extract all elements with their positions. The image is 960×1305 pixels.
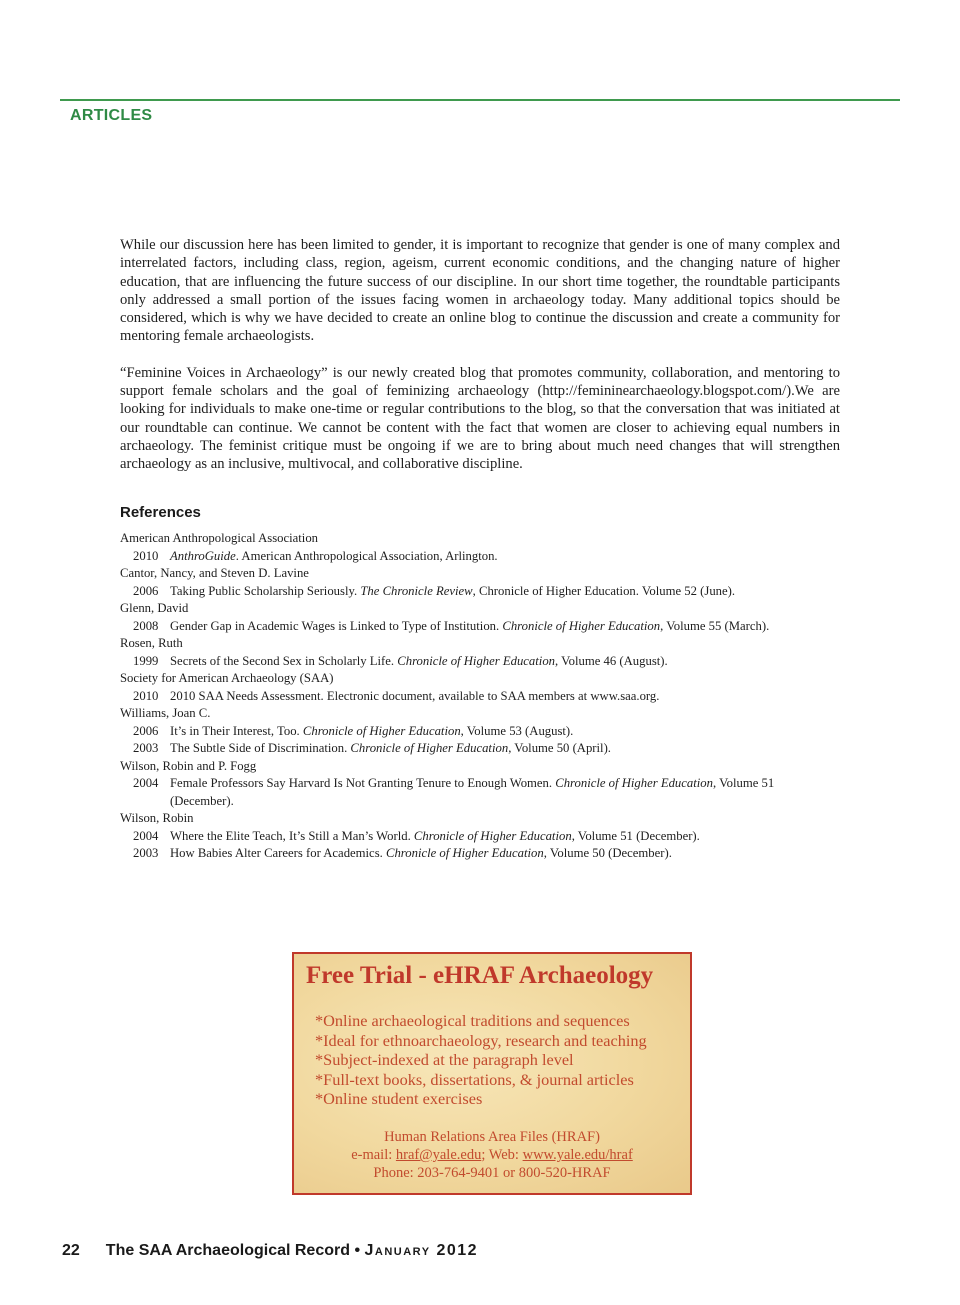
ad-feature-item: *Full-text books, dissertations, & journal articles [315,1069,634,1089]
reference-year: 2006 [133,583,159,598]
issue-date: January 2012 [364,1242,479,1259]
reference-text [170,583,840,601]
reference-year: 2003 [133,846,159,860]
reference-details: , Volume 51 (December). [571,828,700,843]
paragraph: “Feminine Voices in Archaeology” is our newly created blog that promotes community, collaboration, and mentoring to support female scholars and the goal of feminizing archaeology (http://femininearchaeology.blogspot.com/).We are looking for individuals to make one-time or regular contributions to the blog, so that the conversation that was initiated at our roundtable can continue. We cannot be content with the fact that women are closer to achieving equal numbers in archaeology. The feminist critique must be ongoing if we are to bring about much need changes that will strengthen archaeology as an inclusive, multivocal, and collaborative discipline. [120,364,840,473]
reference-title: Where the Elite Teach, It’s Still a Man’s World. [170,828,414,843]
reference-author: Wilson, Robin [120,811,194,825]
reference-text [170,740,840,758]
reference-title: Taking Public Scholarship Seriously. [170,583,361,598]
reference-publication: The Chronicle Review [360,583,473,598]
reference-publication: Chronicle of Higher Education [350,741,509,755]
reference-details: , Volume 46 (August). [555,653,668,668]
reference-publication: Chronicle of Higher Education [397,653,556,668]
publication-title: The SAA Archaeological Record [105,1242,350,1259]
reference-entry [120,688,840,706]
reference-publication: Chronicle of Higher Education [502,618,661,633]
web-link[interactable]: www.yale.edu/hraf [522,1147,633,1163]
reference-text [170,828,840,846]
reference-details: , Chronicle of Higher Education. Volume 52 (June). [472,583,736,598]
ad-organization: Human Relations Area Files (HRAF) [384,1129,600,1145]
reference-entry [120,618,840,636]
reference-entry [120,740,840,758]
reference-year: 2010 [133,548,159,563]
reference-title: Gender Gap in Academic Wages is Linked to Type of Institution. [170,618,503,633]
ad-feature-item: *Online student exercises [315,1089,483,1108]
reference-entry [120,583,840,601]
reference-details: , Volume 50 (December). [543,846,672,860]
reference-publication: Chronicle of Higher Education [555,776,713,790]
reference-year: 1999 [133,653,159,668]
reference-year: 2004 [133,828,159,843]
reference-publication: Chronicle of Higher Education [385,846,544,860]
ad-contact [294,1128,690,1182]
reference-text [170,653,840,671]
ad-phone: Phone: 203-764-9401 or 800-520-HRAF [373,1165,611,1181]
reference-publication: Chronicle of Higher Education [302,723,461,738]
paragraph: While our discussion here has been limited to gender, it is important to recognize that gender is one of many complex and interrelated factors, including class, region, ageism, current economic conditions, and the changing nature of higher education, that are influencing the future success of our discipline. In our short time together, the roundtable participants only addressed a small portion of the issues facing women in archaeology today. Many additional topics should be considered, which is why we have decided to create an online blog to continue the discussion and create a community for mentoring female archaeologists. [120,237,840,345]
page-footer [62,1242,478,1260]
web-label: ; Web: [481,1147,523,1163]
reference-text [170,723,840,741]
ad-feature-item: *Online archaeological traditions and sequences [315,1011,630,1030]
ad-feature-item: *Subject-indexed at the paragraph level [315,1050,574,1069]
reference-entry [120,775,840,810]
reference-author: Society for American Archaeology (SAA) [120,671,334,685]
reference-year: 2004 [133,776,159,790]
ad-feature-item: *Ideal for ethnoarchaeology, research and teaching [315,1030,647,1050]
reference-title: It’s in Their Interest, Too. [170,723,303,738]
ad-title: Free Trial - eHRAF Archaeology [306,962,654,989]
article-body [120,236,840,492]
reference-details: , Volume 55 (March). [660,618,770,633]
ad-feature-list [315,1011,647,1109]
references-list [120,530,840,863]
reference-details: . American Anthropological Association, Arlington. [235,548,498,563]
reference-publication: AnthroGuide [170,548,236,563]
reference-entry [120,653,840,671]
reference-author: Cantor, Nancy, and Steven D. Lavine [120,566,309,580]
reference-title: How Babies Alter Careers for Academics. [170,846,386,860]
reference-details: , Volume 53 (August). [460,723,574,738]
reference-title: 2010 SAA Needs Assessment. Electronic document, available to SAA members at www.saa.org. [170,688,660,703]
reference-publication: Chronicle of Higher Education [413,828,572,843]
reference-entry [120,828,840,846]
reference-text [170,548,840,566]
reference-title: The Subtle Side of Discrimination. [170,741,351,755]
reference-entry [120,723,840,741]
page-number: 22 [62,1242,80,1259]
reference-title: Secrets of the Second Sex in Scholarly Life. [170,653,398,668]
reference-text [170,775,840,810]
reference-entry [120,548,840,566]
reference-details: , Volume 50 (April). [508,741,611,755]
reference-year: 2006 [133,723,159,738]
email-link[interactable]: hraf@yale.edu [395,1147,482,1163]
header-rule [60,99,900,101]
reference-author: Wilson, Robin and P. Fogg [120,758,257,773]
ehraf-advertisement[interactable] [292,952,692,1195]
reference-year: 2003 [133,741,159,755]
reference-year: 2010 [133,688,159,703]
reference-entry [120,845,840,863]
references-heading: References [120,504,201,521]
footer-bullet: • [350,1242,365,1259]
reference-text [170,688,840,706]
ad-links [294,1146,690,1164]
reference-year: 2008 [133,618,159,633]
reference-details: , Volume 51 (December). [170,776,775,808]
reference-author: Rosen, Ruth [120,636,183,650]
reference-text [170,618,840,636]
section-label: ARTICLES [70,107,153,124]
reference-text [170,845,840,863]
reference-author: American Anthropological Association [120,531,319,545]
email-label: e-mail: [351,1147,396,1163]
reference-author: Glenn, David [120,601,189,615]
reference-author: Williams, Joan C. [120,706,211,720]
reference-title: Female Professors Say Harvard Is Not Granting Tenure to Enough Women. [170,776,556,790]
